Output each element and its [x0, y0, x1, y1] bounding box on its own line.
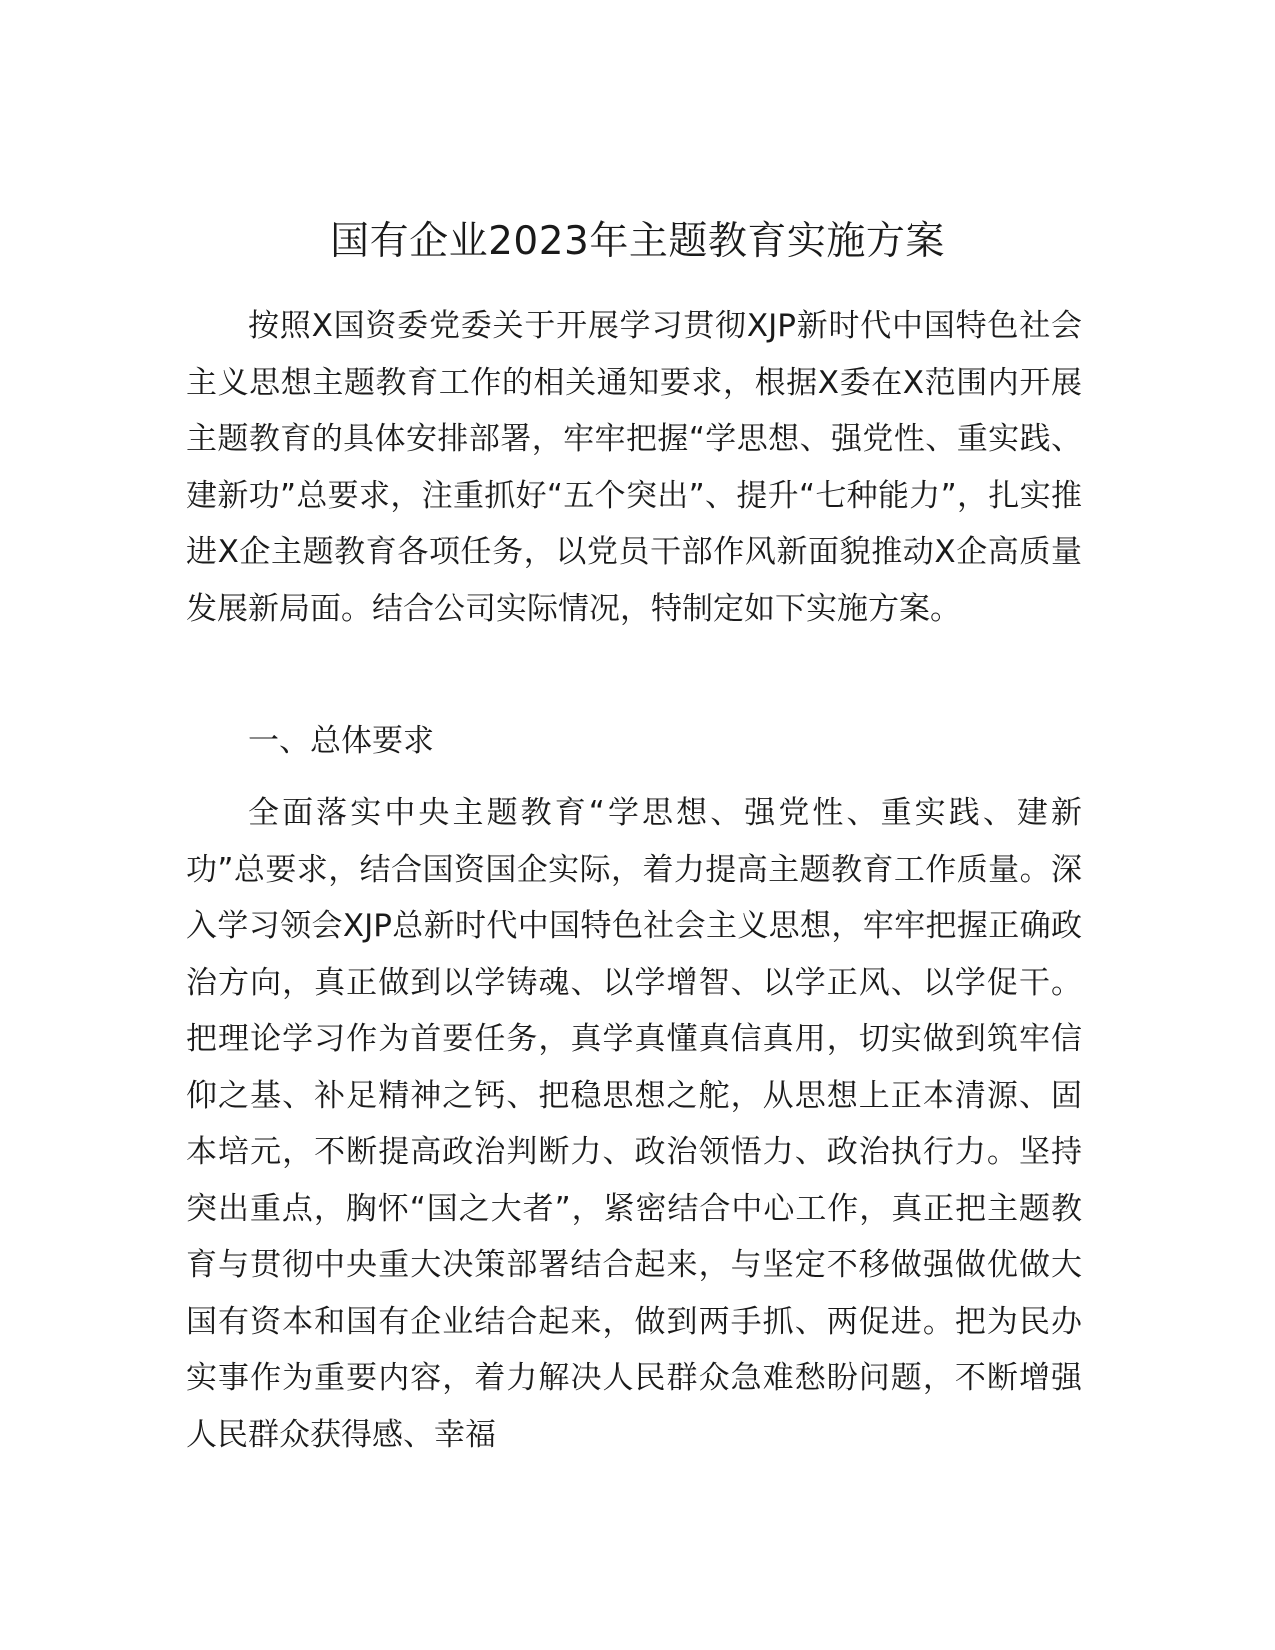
intro-paragraph: 按照X国资委党委关于开展学习贯彻XJP新时代中国特色社会主义思想主题教育工作的相关通知要求，根据X委在X范围内开展主题教育的具体安排部署，牢牢把握“学思想、强党性、重实践、建新功”总要求，注重抓好“五个突出”、提升“七种能力”，扎实推进X企主题教育各项任务，以党员干部作风新面貌推动X企高质量发展新局面。结合公司实际情况，特制定如下实施方案。: [186, 308, 1082, 627]
section-heading: 一、总体要求: [248, 723, 434, 759]
section-paragraph: 全面落实中央主题教育“学思想、强党性、重实践、建新功”总要求，结合国资国企实际，着力提高主题教育工作质量。深入学习领会XJP总新时代中国特色社会主义思想，牢牢把握正确政治方向，真正做到以学铸魂、以学增智、以学正风、以学促干。把理论学习作为首要任务，真学真懂真信真用，切实做到筑牢信仰之基、补足精神之钙、把稳思想之舵，从思想上正本清源、固本培元，不断提高政治判断力、政治领悟力、政治执行力。坚持突出重点，胸怀“国之大者”，紧密结合中心工作，真正把主题教育与贯彻中央重大决策部署结合起来，与坚定不移做强做优做大国有资本和国有企业结合起来，做到两手抓、两促进。把为民办实事作为重要内容，着力解决人民群众急难愁盼问题，不断增强人民群众获得感、幸福: [186, 795, 1082, 1453]
document-title: 国有企业2023年主题教育实施方案: [330, 219, 945, 264]
